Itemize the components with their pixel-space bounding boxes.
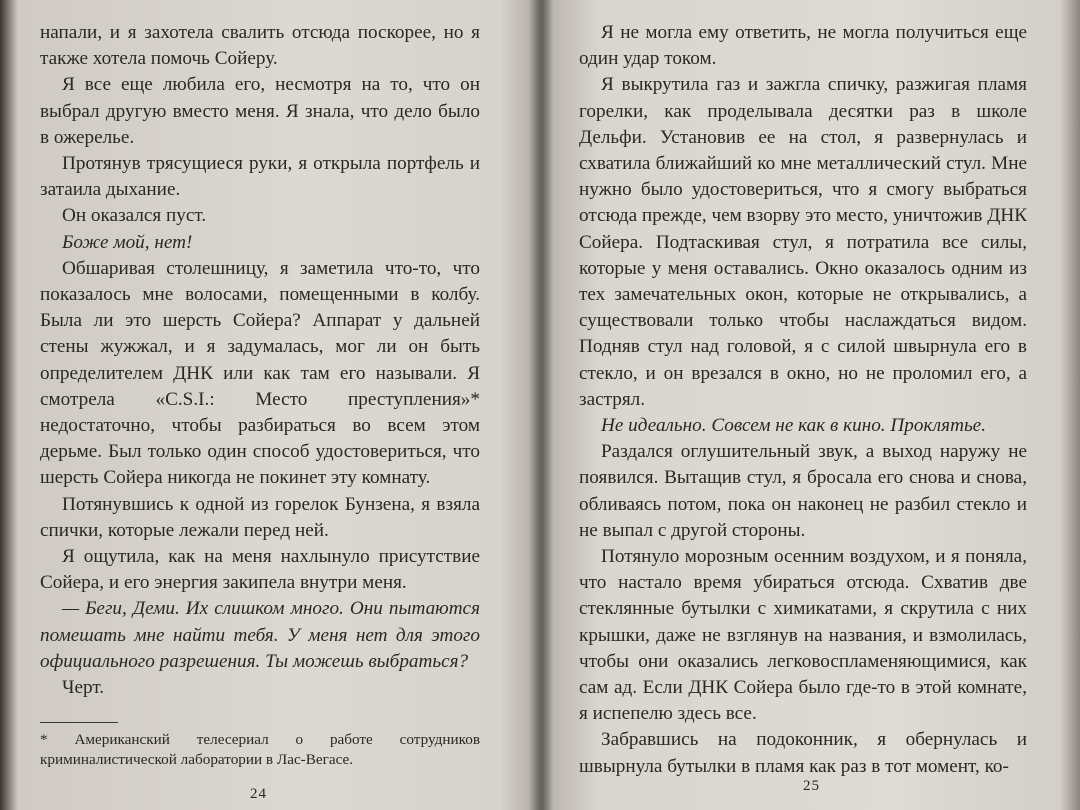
left-page-text [40, 20, 480, 701]
page-number-right: 25 [803, 778, 820, 794]
paragraph: Забравшись на подоконник, я обернулась и швырнула бутылки в пламя как раз в тот момент, ко- [579, 729, 1027, 777]
left-page [0, 0, 538, 810]
paragraph: Я все еще любила его, несмотря на то, что он выбрал другую вместо меня. Я знала, что дело было в ожерелье. [40, 74, 480, 148]
paragraph: Потянувшись к одной из горелок Бунзена, я взяла спички, которые лежали перед ней. [40, 493, 480, 541]
paragraph: Я не могла ему ответить, не могла получиться еще один удар током. [579, 22, 1027, 70]
paragraph-italic: Не идеально. Совсем не как в кино. Проклятье. [601, 415, 986, 437]
page-number-left: 24 [250, 786, 267, 802]
footnote: * Американский телесериал о работе сотрудников криминалистической лаборатории в Лас-Вегасе. [40, 731, 480, 768]
paragraph-italic: Боже мой, нет! [62, 231, 193, 253]
paragraph: напали, и я захотела свалить отсюда поскорее, но я также хотела помочь Сойеру. [40, 22, 480, 70]
paragraph: Он оказался пуст. [62, 205, 207, 227]
paragraph: Потянуло морозным осенним воздухом, и я поняла, что настало время убираться отсюда. Схватив две стеклянные бутылки с химикатами, я скрутила с них крышки, даже не взглянув на названия, и взмолилась, чтобы они оказались легковоспламеняющимися, как сам ад. Если ДНК Сойера было где-то в этой комнате, я испепелю здесь все. [579, 546, 1027, 725]
paragraph: Я выкрутила газ и зажгла спичку, разжигая пламя горелки, как проделывала десятки раз в школе Дельфи. Установив ее на стол, я развернулась и схватила ближайший ко мне металлический стул. Мне нужно было удостовериться, что я смогу выбраться отсюда прежде, чем взорву это место, уничтожив ДНК Сойера. Подтаскивая стул, я потратила все силы, которые у меня оставались. Окно оказалось одним из тех замечательных окон, которые не открывались, а существовали только чтобы наслаждаться видом. Подняв стул над головой, я с силой швырнула его в стекло, и он врезался в окно, но не проломил его, а застрял. [579, 74, 1027, 410]
paragraph: Я ощутила, как на меня нахлынуло присутствие Сойера, и его энергия закипела внутри меня. [40, 546, 480, 594]
paragraph-italic: — Беги, Деми. Их слишком много. Они пытаются помешать мне найти тебя. У меня нет для этого официального разрешения. Ты можешь выбраться? [40, 598, 480, 672]
right-page [541, 0, 1080, 810]
footnote-rule [40, 722, 118, 723]
paragraph: Протянув трясущиеся руки, я открыла портфель и затаила дыхание. [40, 153, 480, 201]
paragraph: Черт. [62, 677, 105, 699]
paragraph: Раздался оглушительный звук, а выход наружу не появился. Вытащив стул, я бросала его снова и снова, обливаясь потом, пока он наконец не разбил стекло и не выпал с другой стороны. [579, 441, 1027, 541]
right-page-text [579, 20, 1027, 780]
paragraph: Обшаривая столешницу, я заметила что-то, что показалось мне волосами, помещенными в колбу. Была ли это шерсть Сойера? Аппарат у дальней стены жужжал, и я задумалась, мог ли он быть определителем ДНК или как там его называли. Я смотрела «C.S.I.: Место преступления»* недостаточно, чтобы разбираться во всем этом дерьме. Был только один способ удостовериться, что шерсть Сойера никогда не покинет эту комнату. [40, 257, 480, 489]
